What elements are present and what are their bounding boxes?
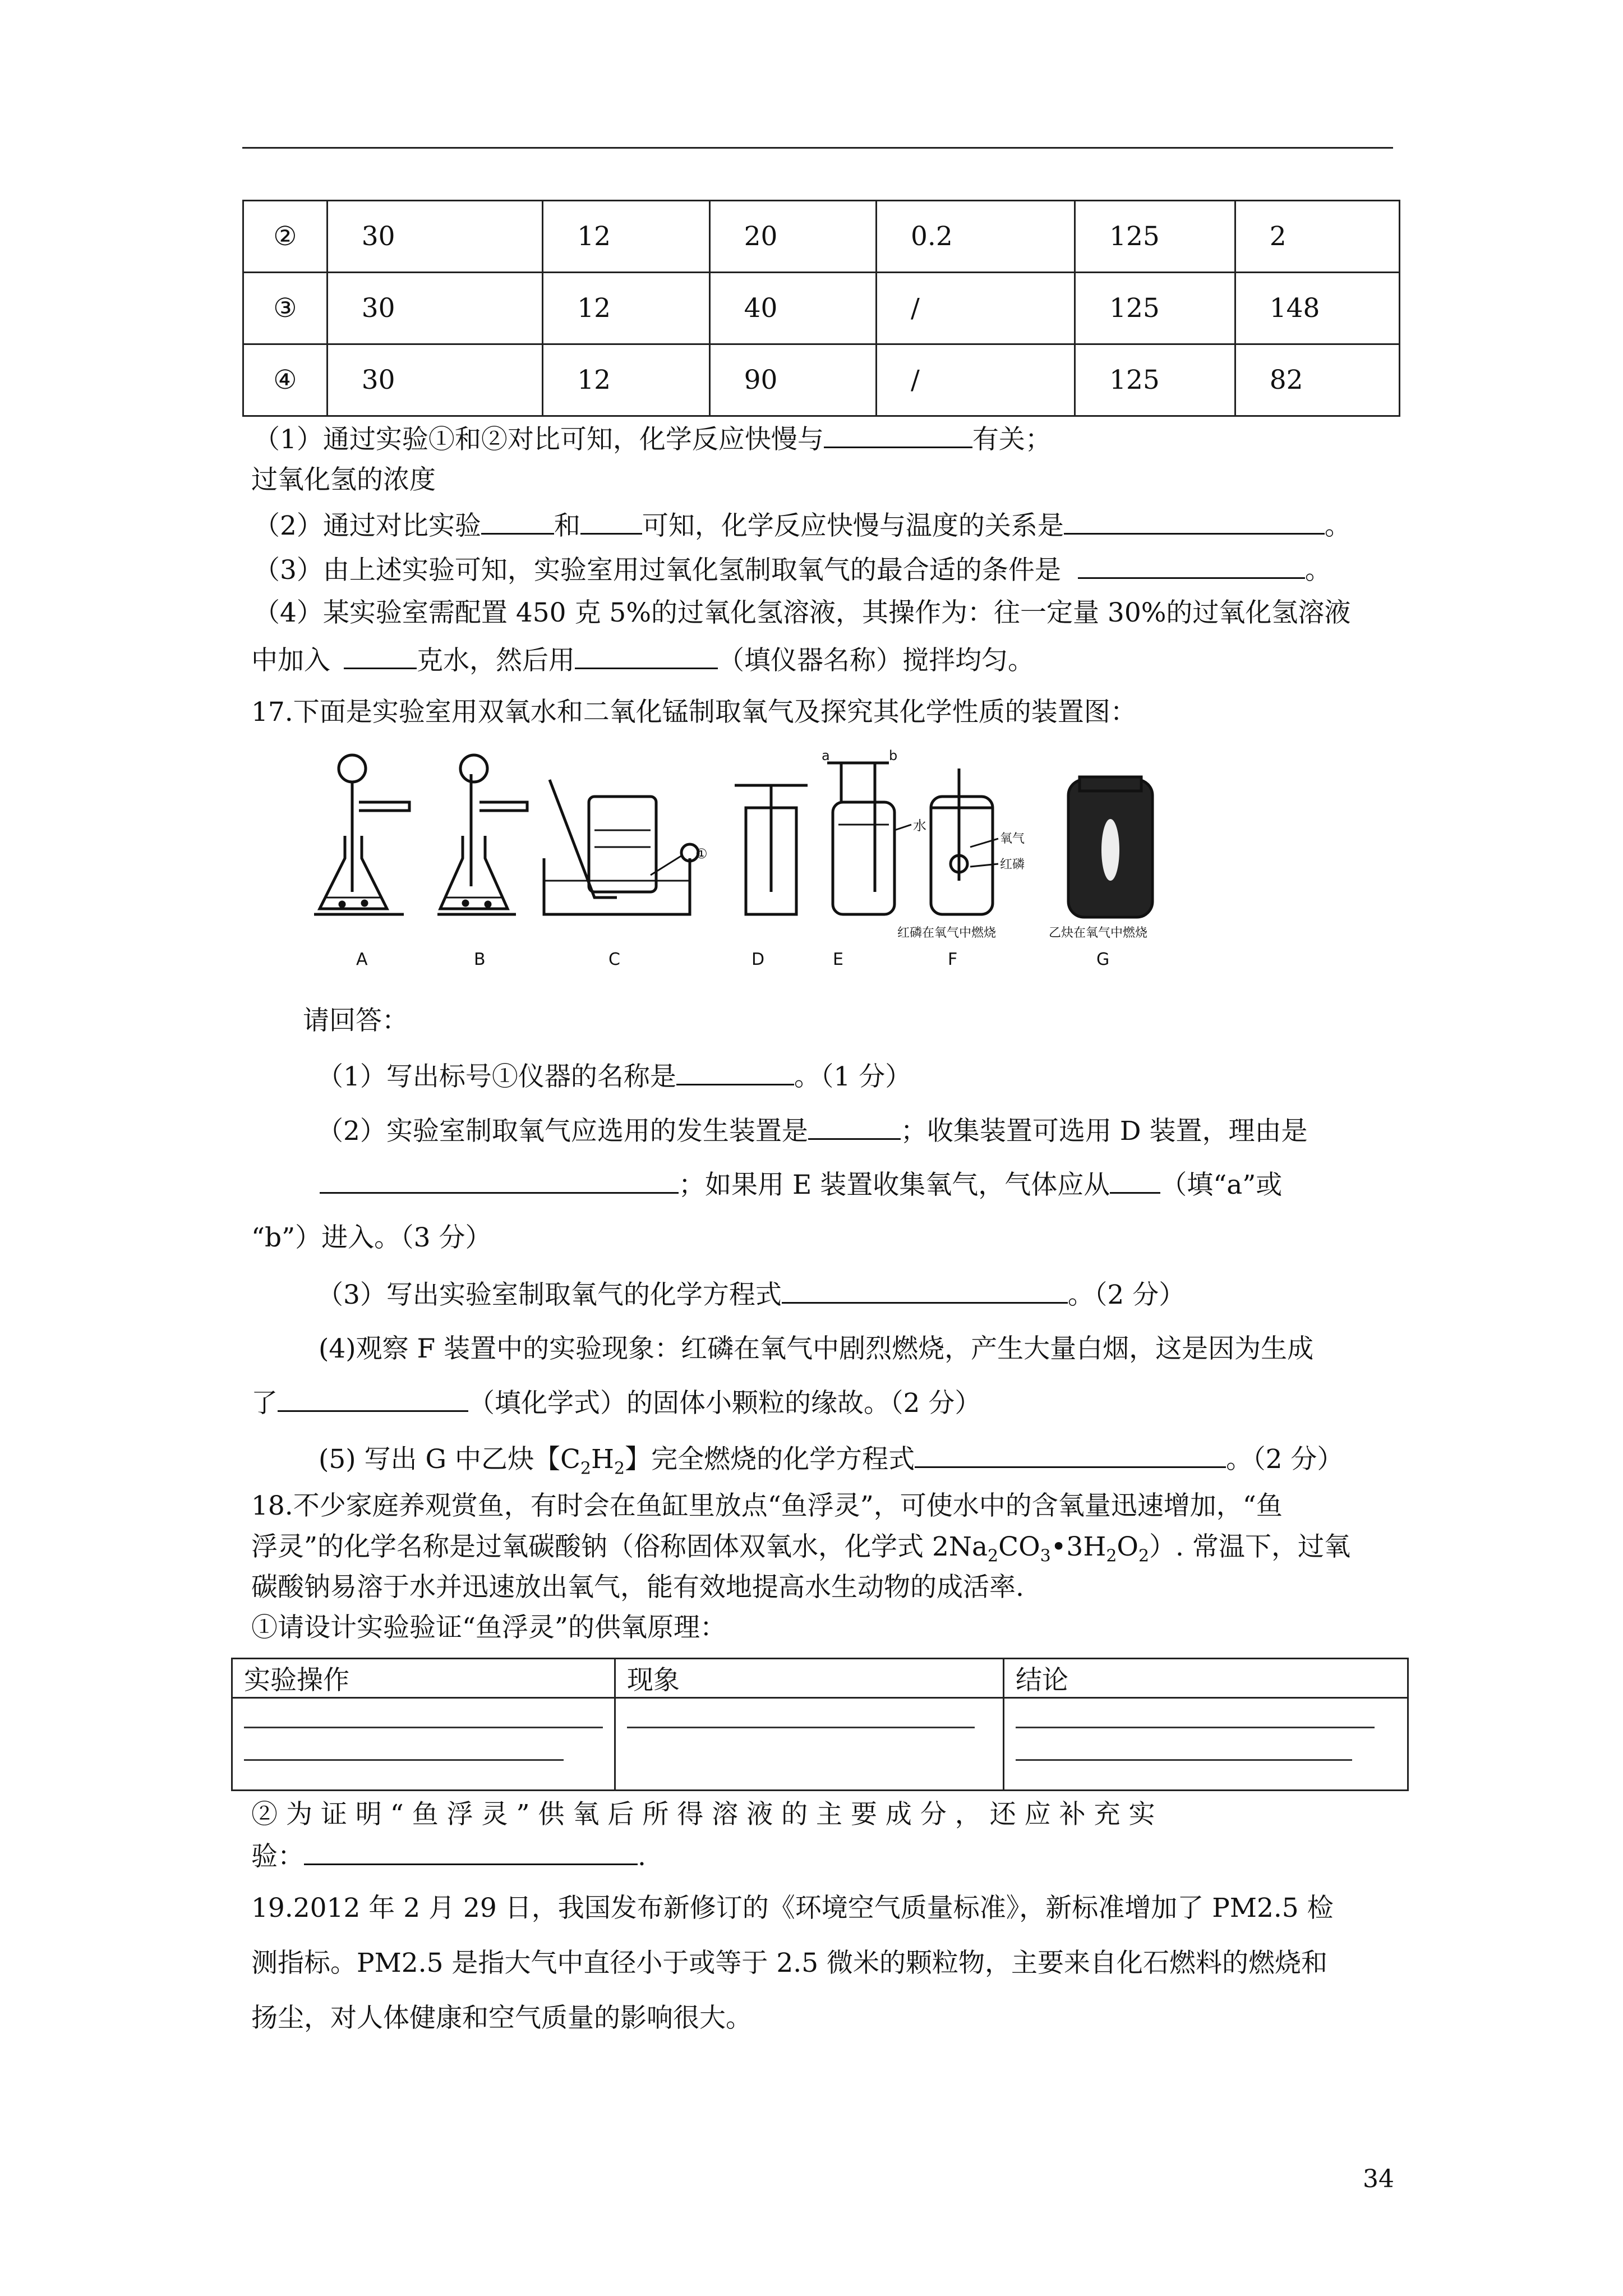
table-cell: / [877, 273, 1075, 344]
q18-sub2: 3 [1040, 1546, 1051, 1566]
caption-g: 乙炔在氧气中燃烧 [1049, 926, 1148, 940]
table-cell: 12 [543, 201, 709, 273]
q17-s2-text2: ；收集装置可选用 D 装置，理由是 [900, 1116, 1308, 1147]
page-number: 34 [1363, 2165, 1394, 2193]
apparatus-figure [303, 746, 1178, 982]
apparatus-a [314, 755, 409, 914]
q16-s3-blank[interactable] [1078, 553, 1305, 579]
q16-line1 [253, 422, 1052, 457]
q17-s2 [317, 1114, 1307, 1148]
q17-s1-end: 。（1 分） [794, 1061, 912, 1092]
q16-line4: （4）某实验室需配置 450 克 5%的过氧化氢溶液，其操作为：往一定量 30%的过氧化氢溶液 [253, 597, 1351, 628]
table-cell: 12 [543, 273, 709, 344]
table-cell: 90 [709, 344, 876, 416]
q17-s2-line2 [320, 1167, 1282, 1202]
q18-line4: ①请设计实验验证“鱼浮灵”的供氧原理： [251, 1612, 727, 1643]
q18-l2e: ）. 常温下，过氧 [1149, 1531, 1350, 1562]
q16-s1-tail: 有关； [972, 424, 1052, 455]
q17-s3 [317, 1277, 1185, 1312]
apparatus-f [931, 769, 998, 914]
q16-line3 [253, 553, 1331, 587]
q16-line5 [251, 643, 1034, 678]
q19-line2: 测指标。PM2.5 是指大气中直径小于或等于 2.5 微米的颗粒物，主要来自化石燃料的燃烧和 [251, 1948, 1328, 1978]
q16-s2-text: （2）通过对比实验 [253, 510, 481, 541]
q16-s2-blank3[interactable] [1064, 508, 1325, 535]
q17-s2-text4: （填“a”或 [1160, 1170, 1283, 1200]
q16-s2-and: 和 [554, 510, 580, 541]
q17-s2-text3: ；如果用 E 装置收集氧气，气体应从 [679, 1170, 1110, 1200]
table-cell: 12 [543, 344, 709, 416]
q17-s5-sub2: 2 [614, 1458, 625, 1479]
label-f-o2: 氧气 [1000, 832, 1025, 846]
q18-line6 [251, 1839, 646, 1874]
q16-s4-blank1[interactable] [344, 643, 417, 669]
table-cell: 0.2 [877, 201, 1075, 273]
q16-s2-blank2[interactable] [580, 508, 642, 535]
q17-s5-h: H [591, 1444, 614, 1475]
label-e-water: 水 [913, 818, 926, 834]
q18-line3: 碳酸钠易溶于水并迅速放出氧气，能有效地提高水生动物的成活率. [251, 1572, 1024, 1603]
q17-s1-blank[interactable] [676, 1059, 794, 1085]
q17-s5-blank[interactable] [915, 1442, 1226, 1468]
q16-line2 [253, 508, 1351, 543]
q17-s3-text: （3）写出实验室制取氧气的化学方程式 [317, 1280, 782, 1310]
table-cell: 125 [1075, 201, 1235, 273]
apparatus-g [1068, 777, 1152, 917]
q16-s2-text2: 可知，化学反应快慢与温度的关系是 [642, 510, 1064, 541]
q17-s4-blank[interactable] [278, 1386, 468, 1412]
table-cell: ③ [243, 273, 328, 344]
q18-cell-phenomenon[interactable] [615, 1698, 1004, 1791]
q18-header-conclusion: 结论 [1004, 1659, 1408, 1698]
table-cell: 30 [327, 273, 543, 344]
q17-s4-le: 了 [251, 1388, 278, 1419]
q19-line1: 19.2012 年 2 月 29 日，我国发布新修订的《环境空气质量标准》，新标准增加了 PM2.5 检 [251, 1893, 1334, 1924]
q16-s4-text: 中加入 [251, 645, 330, 676]
label-f: F [948, 950, 958, 969]
q17-s5-text2: 】完全燃烧的化学方程式 [625, 1444, 915, 1475]
q18-l2c: •3H [1050, 1531, 1106, 1562]
q17-s2-text: （2）实验室制取氧气应选用的发生装置是 [317, 1116, 808, 1147]
apparatus-e [827, 763, 911, 914]
q18-l2a: 浮灵”的化学名称是过氧碳酸钠（俗称固体双氧水，化学式 2Na [251, 1531, 988, 1562]
q18-header-operation: 实验操作 [232, 1659, 615, 1698]
table-cell: 148 [1235, 273, 1399, 344]
label-e-b: b [889, 748, 898, 763]
q17-s1-text: （1）写出标号①仪器的名称是 [317, 1061, 676, 1092]
q17-s4-text: （填化学式）的固体小颗粒的缘故。（2 分） [468, 1388, 981, 1419]
apparatus-d [735, 785, 808, 914]
q18-sub3: 2 [1106, 1546, 1117, 1566]
q17-answer-prompt: 请回答： [303, 1005, 408, 1036]
q17-s5-end: 。（2 分） [1226, 1444, 1344, 1475]
q17-s3-blank[interactable] [782, 1277, 1068, 1304]
q18-l6-end: . [638, 1841, 646, 1872]
q18-line5: ② 为 证 明 “ 鱼 浮 灵 ” 供 氧 后 所 得 溶 液 的 主 要 成 分 ， 还 应 补 充 实 [251, 1799, 1155, 1830]
table-cell: ② [243, 201, 328, 273]
q18-line1: 18.不少家庭养观赏鱼，有时会在鱼缸里放点“鱼浮灵”，可使水中的含氧量迅速增加，“鱼 [251, 1490, 1283, 1521]
q18-l6-text: 验： [251, 1841, 304, 1872]
q18-l6-blank[interactable] [304, 1839, 638, 1865]
q16-s4-text2: 克水，然后用 [417, 645, 575, 676]
caption-f: 红磷在氧气中燃烧 [897, 926, 997, 940]
q17-s2-line3: “b”）进入。（3 分） [251, 1222, 492, 1253]
apparatus-c [544, 780, 698, 914]
table-cell: 125 [1075, 273, 1235, 344]
q17-s2-blank3[interactable] [1110, 1167, 1160, 1194]
q18-line2 [251, 1530, 1350, 1573]
table-cell: 40 [709, 273, 876, 344]
q18-cell-operation[interactable] [232, 1698, 615, 1791]
label-g: G [1096, 950, 1110, 969]
q17-s4-line2 [251, 1386, 981, 1420]
table-cell: / [877, 344, 1075, 416]
table-cell: 20 [709, 201, 876, 273]
q18-header-phenomenon: 现象 [615, 1659, 1004, 1698]
q18-sub1: 2 [988, 1546, 999, 1566]
apparatus-b [437, 755, 527, 914]
q16-s1-text: （1）通过实验①和②对比可知，化学反应快慢与 [253, 424, 824, 455]
table-cell: 30 [327, 344, 543, 416]
q18-design-table [231, 1658, 1409, 1791]
q17-s1 [317, 1059, 911, 1094]
q17-title: 17.下面是实验室用双氧水和二氧化锰制取氧气及探究其化学性质的装置图： [251, 697, 1137, 728]
q18-l2d: O [1117, 1531, 1138, 1562]
header-rule [242, 147, 1393, 149]
q19-line3: 扬尘，对人体健康和空气质量的影响很大。 [251, 2003, 752, 2033]
q16-s3-text: （3）由上述实验可知，实验室用过氧化氢制取氧气的最合适的条件是 [253, 555, 1061, 586]
table-row [243, 201, 1400, 273]
experiment-table [242, 200, 1400, 417]
label-f-p: 红磷 [1000, 858, 1025, 872]
table-cell: 30 [327, 201, 543, 273]
label-d: D [751, 950, 765, 969]
label-c: C [608, 950, 620, 969]
label-e: E [833, 950, 843, 969]
q17-s2-blank1[interactable] [808, 1114, 901, 1140]
q17-s5 [319, 1442, 1343, 1485]
q16-s2-blank1[interactable] [481, 508, 554, 535]
q17-s4: (4)观察 F 装置中的实验现象：红磷在氧气中剧烈燃烧，产生大量白烟，这是因为生成 [319, 1333, 1314, 1364]
table-cell: 82 [1235, 344, 1399, 416]
table-cell: 2 [1235, 201, 1399, 273]
label-a: A [356, 950, 368, 969]
table-cell: ④ [243, 344, 328, 416]
label-b: B [474, 950, 486, 969]
q16-s1-answer: 过氧化氢的浓度 [251, 464, 436, 495]
q16-s4-blank2[interactable] [575, 643, 718, 669]
table-cell: 125 [1075, 344, 1235, 416]
table-row [243, 273, 1400, 344]
table-row [243, 344, 1400, 416]
q17-s5-sub1: 2 [580, 1458, 591, 1479]
q16-s1-blank[interactable] [824, 422, 972, 448]
q16-s2-end: 。 [1324, 510, 1351, 541]
q18-l2b: CO [998, 1531, 1040, 1562]
q16-s3-end: 。 [1304, 555, 1331, 586]
q18-cell-conclusion[interactable] [1004, 1698, 1408, 1791]
label-e-a: a [822, 748, 830, 763]
q18-sub4: 2 [1138, 1546, 1150, 1566]
label-circle1: ① [695, 846, 708, 862]
q17-s5-text: (5) 写出 G 中乙炔【C [319, 1444, 580, 1475]
q16-s4-end: （填仪器名称）搅拌均匀。 [718, 645, 1034, 676]
q17-s3-end: 。（2 分） [1067, 1280, 1186, 1310]
q17-s2-blank2[interactable] [320, 1167, 679, 1194]
